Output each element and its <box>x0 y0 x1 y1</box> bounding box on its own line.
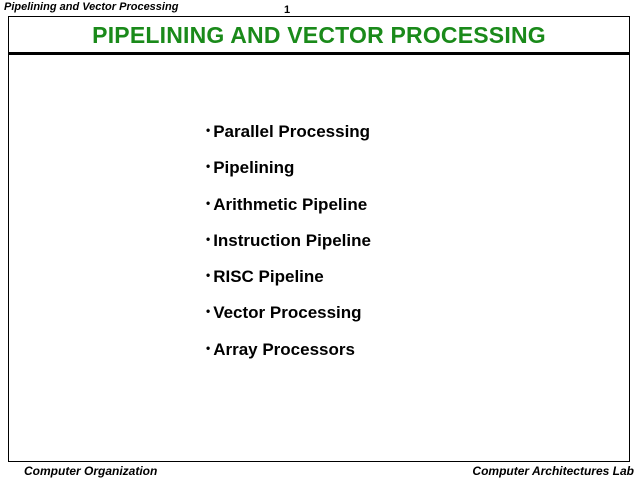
list-item <box>206 154 371 190</box>
list-item <box>206 299 371 335</box>
bullet-icon: • <box>206 195 211 210</box>
footer-course: Computer Organization <box>24 464 158 478</box>
list-item-text: Instruction Pipeline <box>213 230 371 250</box>
list-item-text: Vector Processing <box>213 303 362 323</box>
bullet-icon: • <box>206 268 211 283</box>
list-item <box>206 227 371 263</box>
page-number: 1 <box>284 4 291 16</box>
list-item <box>206 336 371 372</box>
topic-list <box>206 118 371 372</box>
list-item-text: Pipelining <box>213 158 295 178</box>
list-item-text: RISC Pipeline <box>213 267 324 287</box>
list-item-text: Parallel Processing <box>213 122 371 141</box>
list-item <box>206 118 371 154</box>
bullet-icon: • <box>206 340 211 355</box>
bullet-icon: • <box>206 304 211 319</box>
list-item-text: Arithmetic Pipeline <box>213 194 368 214</box>
list-item <box>206 191 371 227</box>
list-item-text: Array Processors <box>213 339 355 359</box>
list-item <box>206 263 371 299</box>
bullet-icon: • <box>206 159 211 174</box>
bullet-icon: • <box>206 231 211 246</box>
slide-title: PIPELINING AND VECTOR PROCESSING <box>92 22 546 48</box>
title-underline <box>8 52 630 55</box>
footer-lab: Computer Architectures Lab <box>472 464 634 478</box>
running-title: Pipelining and Vector Processing <box>4 1 179 13</box>
bullet-icon: • <box>206 123 211 137</box>
